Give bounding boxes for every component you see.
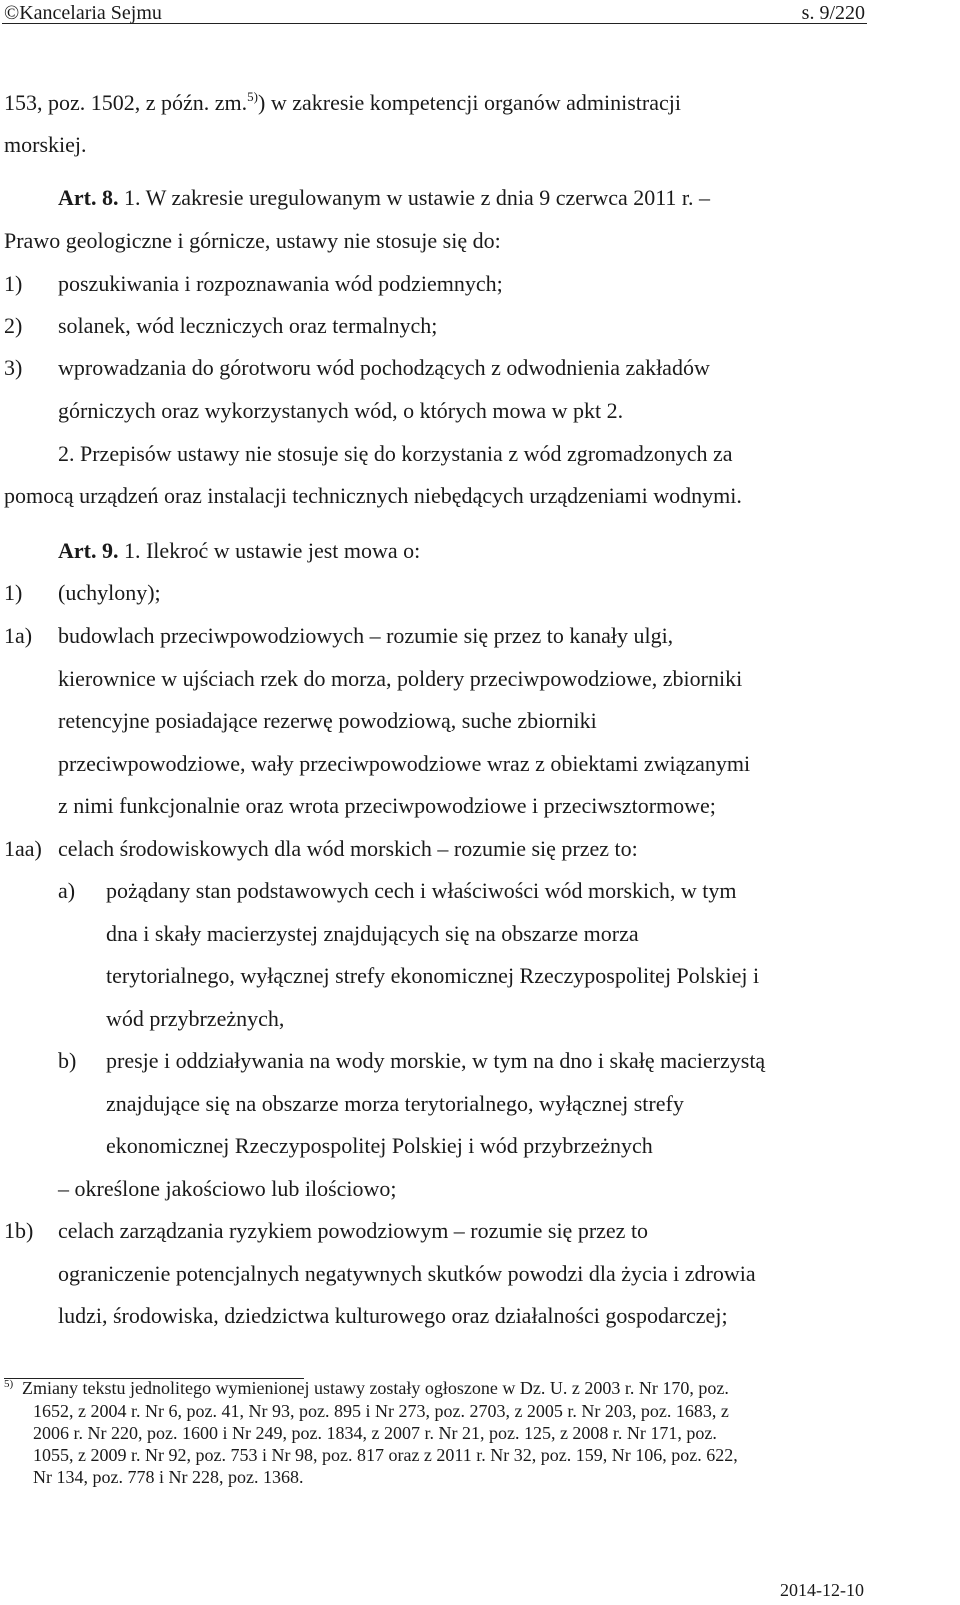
definition-text-cont: ludzi, środowiska, dziedzictwa kulturowego oraz działalności gospodarczej;	[58, 1303, 728, 1328]
footnote-line: 2006 r. Nr 220, poz. 1600 i Nr 249, poz. 1834, z 2007 r. Nr 21, poz. 125, z 2008 r. Nr 171, poz.	[33, 1423, 717, 1443]
definition-number: 1a)	[4, 623, 33, 648]
header-rule	[2, 23, 867, 24]
sub-item-text-cont: wód przybrzeżnych,	[106, 1006, 285, 1031]
list-item-text: wprowadzania do górotworu wód pochodzących z odwodnienia zakładów	[58, 355, 710, 380]
footnote-line: Zmiany tekstu jednolitego wymienionej ustawy zostały ogłoszone w Dz. U. z 2003 r. Nr 170, poz.	[22, 1378, 729, 1398]
sub-item-text-cont: ekonomicznej Rzeczypospolitej Polskiej i wód przybrzeżnych	[106, 1133, 653, 1158]
sub-item-text-cont: terytorialnego, wyłącznej strefy ekonomicznej Rzeczypospolitej Polskiej i	[106, 963, 760, 988]
article-8-label: Art. 8.	[58, 185, 119, 210]
document-date: 2014-12-10	[780, 1580, 864, 1600]
paragraph-continuation-line-2: morskiej.	[4, 132, 87, 157]
definition-number: 1)	[4, 580, 23, 605]
footnote-line: 1055, z 2009 r. Nr 92, poz. 753 i Nr 98, poz. 817 oraz z 2011 r. Nr 32, poz. 159, Nr 106, poz. 622,	[33, 1445, 738, 1465]
article-8-heading: Art. 8. 1. W zakresie uregulowanym w ustawie z dnia 9 czerwca 2011 r. –	[58, 185, 711, 210]
sub-item-text-cont: dna i skały macierzystej znajdujących się na obszarze morza	[106, 921, 639, 946]
article-9-label: Art. 9.	[58, 538, 119, 563]
header-source: ©Kancelaria Sejmu	[4, 2, 162, 24]
paragraph-continuation-line-1: 153, poz. 1502, z późn. zm.$^{5)}$) w zakresie kompetencji organów administracji	[4, 89, 681, 115]
article-8-line-2: Prawo geologiczne i górnicze, ustawy nie stosuje się do:	[4, 228, 501, 253]
definition-text: celach środowiskowych dla wód morskich – rozumie się przez to:	[58, 836, 638, 861]
footnote-line: 1652, z 2004 r. Nr 6, poz. 41, Nr 93, poz. 895 i Nr 273, poz. 2703, z 2005 r. Nr 203, poz. 1683, z	[33, 1401, 729, 1421]
footnote-ref: 5)	[247, 89, 259, 104]
page-header	[0, 0, 960, 44]
definition-text-cont: z nimi funkcjonalnie oraz wrota przeciwpowodziowe i przeciwsztormowe;	[58, 793, 716, 818]
definition-text: celach zarządzania ryzykiem powodziowym – rozumie się przez to	[58, 1218, 649, 1243]
list-item-text-cont: górniczych oraz wykorzystanych wód, o których mowa w pkt 2.	[58, 398, 624, 423]
definition-text-cont: kierownice w ujściach rzek do morza, poldery przeciwpowodziowe, zbiorniki	[58, 666, 743, 691]
list-item-number: 1)	[4, 271, 23, 296]
definition-tail: – określone jakościowo lub ilościowo;	[58, 1176, 397, 1201]
definition-text: budowlach przeciwpowodziowych – rozumie się przez to kanały ulgi,	[58, 623, 674, 648]
definition-text-cont: retencyjne posiadające rezerwę powodziową, suche zbiorniki	[58, 708, 597, 733]
article-8-section-2-line-1: 2. Przepisów ustawy nie stosuje się do korzystania z wód zgromadzonych za	[58, 441, 733, 466]
sub-item-text-cont: znajdujące się na obszarze morza terytorialnego, wyłącznej strefy	[106, 1091, 684, 1116]
definition-text-cont: ograniczenie potencjalnych negatywnych skutków powodzi dla życia i zdrowia	[58, 1261, 756, 1286]
list-item-text: poszukiwania i rozpoznawania wód podziemnych;	[58, 271, 503, 296]
sub-item-text: pożądany stan podstawowych cech i właściwości wód morskich, w tym	[106, 878, 737, 903]
list-item-text: solanek, wód leczniczych oraz termalnych;	[58, 313, 438, 338]
header-page-number: s. 9/220	[801, 2, 865, 24]
sub-item-letter: b)	[58, 1048, 77, 1073]
definition-text: (uchylony);	[58, 580, 161, 605]
article-8-section-2-line-2: pomocą urządzeń oraz instalacji technicznych niebędących urządzeniami wodnymi.	[4, 483, 742, 508]
sub-item-letter: a)	[58, 878, 76, 903]
list-item-number: 2)	[4, 313, 23, 338]
definition-number: 1aa)	[4, 836, 42, 861]
list-item-number: 3)	[4, 355, 23, 380]
definition-number: 1b)	[4, 1218, 34, 1243]
footnote-line: Nr 134, poz. 778 i Nr 228, poz. 1368.	[33, 1467, 304, 1487]
article-9-heading: Art. 9. 1. Ilekroć w ustawie jest mowa o:	[58, 538, 421, 563]
footnote-marker: 5)	[4, 1378, 14, 1390]
sub-item-text: presje i oddziaływania na wody morskie, w tym na dno i skałę macierzystą	[106, 1048, 766, 1073]
definition-text-cont: przeciwpowodziowe, wały przeciwpowodziowe wraz z obiektami związanymi	[58, 751, 751, 776]
